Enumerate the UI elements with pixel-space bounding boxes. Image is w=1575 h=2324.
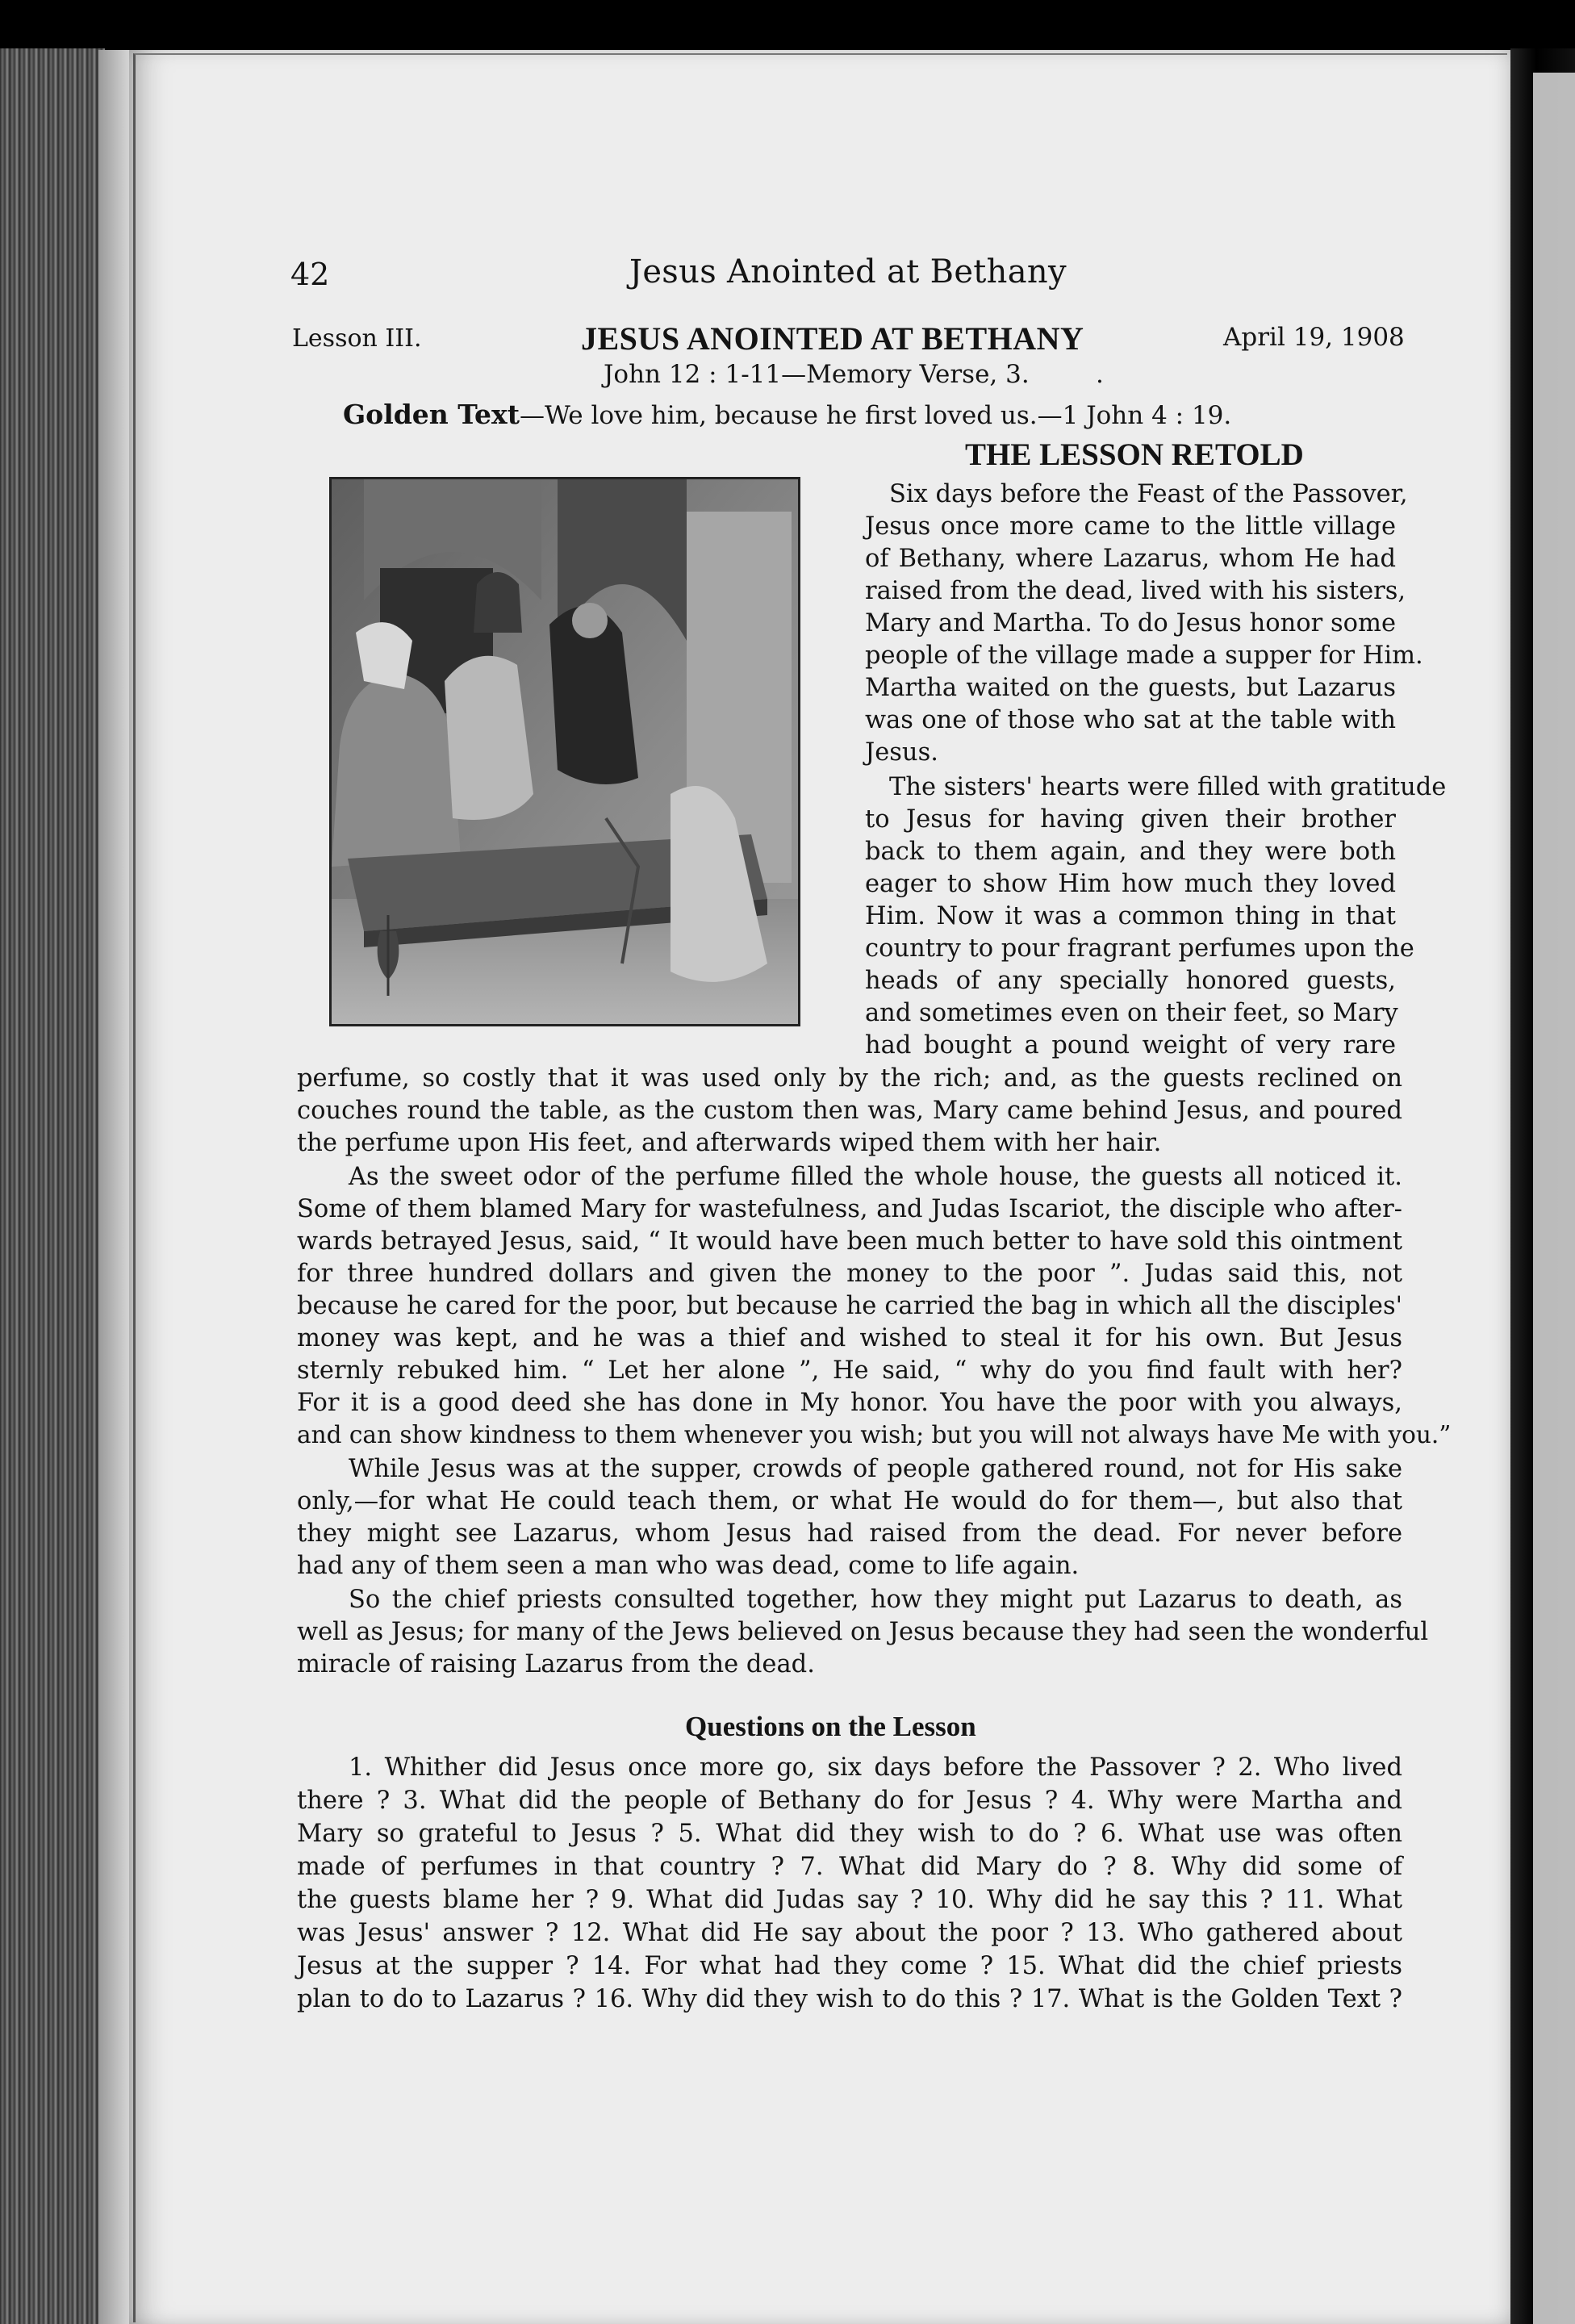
text-line: because he cared for the poor, but because he carried the bag in which all the disciples' <box>297 1292 1402 1320</box>
text-line: they might see Lazarus, whom Jesus had raised from the dead. For never before <box>297 1519 1402 1548</box>
text-line: Mary and Martha. To do Jesus honor some <box>865 609 1396 637</box>
question-line: plan to do to Lazarus ? 16. Why did they wish to do this ? 17. What is the Golden Text ? <box>297 1985 1402 2013</box>
text-line: miracle of raising Lazarus from the dead. <box>297 1650 815 1678</box>
text-line: had bought a pound weight of very rare <box>865 1031 1396 1060</box>
text-line: So the chief priests consulted together, how they might put Lazarus to death, as <box>349 1586 1402 1614</box>
question-line: Jesus at the supper ? 14. For what had they come ? 15. What did the chief priests <box>297 1952 1402 1980</box>
text-line: Him. Now it was a common thing in that <box>865 902 1396 930</box>
page-number: 42 <box>290 257 330 292</box>
text-line: heads of any specially honored guests, <box>865 967 1396 995</box>
lesson-title: JESUS ANOINTED AT BETHANY <box>581 320 1084 357</box>
engraving-image <box>332 479 798 1024</box>
text-line: The sisters' hearts were filled with gratitude <box>889 773 1447 801</box>
question-line: was Jesus' answer ? 12. What did He say about the poor ? 13. Who gathered about <box>297 1919 1402 1947</box>
text-line: couches round the table, as the custom then was, Mary came behind Jesus, and poured <box>297 1097 1402 1125</box>
text-line: for three hundred dollars and given the money to the poor ”. Judas said this, not <box>297 1260 1402 1288</box>
scripture-reference: John 12 : 1-11—Memory Verse, 3. <box>604 360 1030 389</box>
text-line: only,—for what He could teach them, or what He would do for them—, but also that <box>297 1487 1402 1515</box>
text-line: and can show kindness to them whenever you wish; but you will not always have Me with you.” <box>297 1421 1452 1448</box>
text-line: the perfume upon His feet, and afterwards wiped them with her hair. <box>297 1129 1162 1157</box>
golden-text-label: Golden Text <box>343 399 520 430</box>
text-line: back to them again, and they were both <box>865 838 1396 866</box>
text-line: raised from the dead, lived with his sisters, <box>865 577 1406 605</box>
lesson-number: Lesson III. <box>292 324 422 353</box>
question-line: there ? 3. What did the people of Bethany do for Jesus ? 4. Why were Martha and <box>297 1787 1402 1815</box>
text-line: Jesus. <box>865 738 938 767</box>
question-line: the guests blame her ? 9. What did Judas say ? 10. Why did he say this ? 11. What <box>297 1886 1402 1914</box>
text-line: Jesus once more came to the little village <box>865 512 1396 541</box>
text-line: well as Jesus; for many of the Jews believed on Jesus because they had seen the wonderful <box>297 1618 1429 1646</box>
text-line: people of the village made a supper for Him. <box>865 642 1423 670</box>
text-line: wards betrayed Jesus, said, “ It would have been much better to have sold this ointment <box>297 1227 1402 1256</box>
golden-text <box>343 399 1231 430</box>
text-line: to Jesus for having given their brother <box>865 805 1396 834</box>
text-line: country to pour fragrant perfumes upon the <box>865 934 1414 963</box>
text-line: As the sweet odor of the perfume filled the whole house, the guests all noticed it. <box>349 1163 1402 1191</box>
question-line: 1. Whither did Jesus once more go, six days before the Passover ? 2. Who lived <box>349 1753 1402 1782</box>
stray-dot: . <box>1096 360 1104 389</box>
questions-title: Questions on the Lesson <box>685 1711 976 1742</box>
golden-text-body: —We love him, because he first loved us.—1 John 4 : 19. <box>519 401 1232 430</box>
text-line: was one of those who sat at the table with <box>865 706 1396 734</box>
illustration-anointing-engraving <box>329 477 800 1026</box>
text-line: money was kept, and he was a thief and wished to steal it for his own. But Jesus <box>297 1324 1402 1352</box>
lesson-date: April 19, 1908 <box>1223 323 1405 352</box>
question-line: made of perfumes in that country ? 7. What did Mary do ? 8. Why did some of <box>297 1853 1402 1881</box>
text-line: had any of them seen a man who was dead, come to life again. <box>297 1552 1080 1580</box>
text-line: eager to show Him how much they loved <box>865 870 1396 898</box>
text-line: Six days before the Feast of the Passover, <box>889 480 1408 508</box>
text-line: and sometimes even on their feet, so Mary <box>865 999 1398 1027</box>
text-line: of Bethany, where Lazarus, whom He had <box>865 545 1396 573</box>
text-line: Some of them blamed Mary for wastefulness, and Judas Iscariot, the disciple who after- <box>297 1195 1402 1223</box>
retold-title: THE LESSON RETOLD <box>965 437 1304 472</box>
question-line: Mary so grateful to Jesus ? 5. What did they wish to do ? 6. What use was often <box>297 1820 1402 1848</box>
text-line: Martha waited on the guests, but Lazarus <box>865 674 1396 702</box>
text-line: While Jesus was at the supper, crowds of people gathered round, not for His sake <box>349 1455 1402 1483</box>
text-line: perfume, so costly that it was used only by the rich; and, as the guests reclined on <box>297 1064 1402 1093</box>
text-line: sternly rebuked him. “ Let her alone ”, He said, “ why do you find fault with her? <box>297 1356 1402 1385</box>
running-head: Jesus Anointed at Bethany <box>629 253 1067 290</box>
text-line: For it is a good deed she has done in My honor. You have the poor with you always, <box>297 1389 1402 1417</box>
